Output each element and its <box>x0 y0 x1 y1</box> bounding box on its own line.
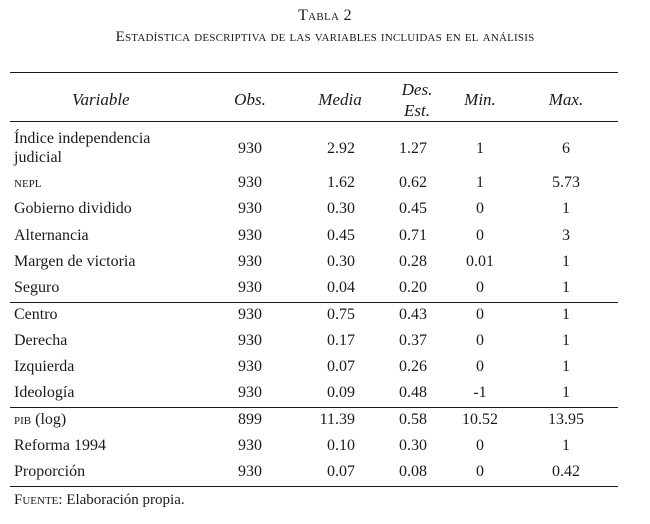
cell-min: 10.52 <box>462 411 498 428</box>
table-row <box>0 411 650 435</box>
cell-media: 0.30 <box>327 253 355 270</box>
table-row <box>0 437 650 461</box>
cell-des: 0.28 <box>399 253 427 270</box>
cell-des: 0.71 <box>399 227 427 244</box>
cell-des: 0.20 <box>399 279 427 296</box>
cell-max: 1 <box>562 279 570 296</box>
table-row <box>0 306 650 330</box>
cell-obs: 930 <box>238 279 262 296</box>
cell-min: 0 <box>476 332 484 349</box>
cell-des: 0.62 <box>399 174 427 191</box>
cell-des: 0.08 <box>399 463 427 480</box>
cell-max: 1 <box>562 437 570 454</box>
header-variable: Variable <box>72 90 130 109</box>
cell-obs: 930 <box>238 437 262 454</box>
bottom-rule <box>10 486 618 487</box>
cell-obs: 930 <box>238 358 262 375</box>
table-row <box>0 227 650 251</box>
cell-obs: 930 <box>238 140 262 157</box>
cell-media: 0.09 <box>327 384 355 401</box>
cell-max: 1 <box>562 253 570 270</box>
cell-obs: 930 <box>238 200 262 217</box>
cell-variable: Proporción <box>14 463 86 480</box>
table-row <box>0 253 650 277</box>
source-label: Fuente: <box>14 492 63 508</box>
cell-min: 0 <box>476 463 484 480</box>
table-row <box>0 384 650 408</box>
cell-variable: Centro <box>14 306 58 323</box>
table-row <box>0 279 650 303</box>
cell-des: 0.48 <box>399 384 427 401</box>
cell-des: 0.26 <box>399 358 427 375</box>
cell-des: 0.58 <box>399 411 427 428</box>
cell-obs: 930 <box>238 384 262 401</box>
header-media: Media <box>318 90 362 109</box>
cell-variable <box>14 129 150 167</box>
cell-variable: Reforma 1994 <box>14 437 106 454</box>
header-obs: Obs. <box>234 90 266 109</box>
top-rule <box>10 72 618 73</box>
cell-media: 11.39 <box>319 411 355 428</box>
cell-media: 0.75 <box>327 306 355 323</box>
cell-max: 13.95 <box>548 411 584 428</box>
cell-obs: 899 <box>238 411 262 428</box>
cell-min: 0 <box>476 279 484 296</box>
cell-min: 0 <box>476 358 484 375</box>
table-row <box>0 332 650 356</box>
cell-min: 0 <box>476 200 484 217</box>
cell-variable: Ideología <box>14 384 75 401</box>
cell-min: -1 <box>473 384 487 401</box>
cell-media: 1.62 <box>327 174 355 191</box>
cell-obs: 930 <box>238 253 262 270</box>
cell-media: 0.45 <box>327 227 355 244</box>
header-des-line2: Est. <box>404 101 430 120</box>
cell-variable: Izquierda <box>14 358 75 375</box>
source-text: Elaboración propia. <box>62 492 185 508</box>
cell-min: 0 <box>476 437 484 454</box>
cell-variable: Derecha <box>14 332 68 349</box>
table-row <box>0 129 650 169</box>
cell-min: 0 <box>476 227 484 244</box>
cell-variable: nepl <box>14 174 42 191</box>
table-row <box>0 200 650 224</box>
group-rule <box>10 302 618 303</box>
cell-max: 6 <box>562 140 570 157</box>
cell-media: 0.07 <box>327 358 355 375</box>
cell-media: 0.17 <box>327 332 355 349</box>
cell-media: 0.30 <box>327 200 355 217</box>
cell-variable: Alternancia <box>14 227 89 244</box>
cell-max: 1 <box>562 200 570 217</box>
cell-obs: 930 <box>238 463 262 480</box>
cell-media: 0.04 <box>327 279 355 296</box>
cell-media: 2.92 <box>327 140 355 157</box>
cell-max: 5.73 <box>552 174 580 191</box>
cell-media: 0.07 <box>327 463 355 480</box>
cell-variable-sc: pib <box>14 411 32 428</box>
cell-max: 1 <box>562 332 570 349</box>
header-des-line1: Des. <box>401 80 433 99</box>
cell-variable-rest: (log) <box>31 411 67 428</box>
cell-max: 0.42 <box>552 463 580 480</box>
cell-des: 0.30 <box>399 437 427 454</box>
cell-des: 1.27 <box>399 140 427 157</box>
cell-obs: 930 <box>238 227 262 244</box>
group-rule <box>10 407 618 408</box>
header-des-est <box>393 79 441 121</box>
table-row <box>0 174 650 198</box>
cell-des: 0.45 <box>399 200 427 217</box>
cell-media: 0.10 <box>327 437 355 454</box>
table-row <box>0 358 650 382</box>
cell-des: 0.37 <box>399 332 427 349</box>
cell-min: 1 <box>476 140 484 157</box>
cell-min: 1 <box>476 174 484 191</box>
cell-variable <box>14 411 66 429</box>
cell-obs: 930 <box>238 332 262 349</box>
cell-obs: 930 <box>238 174 262 191</box>
table-row <box>0 463 650 487</box>
cell-des: 0.43 <box>399 306 427 323</box>
cell-min: 0 <box>476 306 484 323</box>
cell-max: 1 <box>562 384 570 401</box>
cell-min: 0.01 <box>466 253 494 270</box>
cell-variable: Seguro <box>14 279 60 296</box>
table-source-note <box>14 492 185 509</box>
cell-max: 1 <box>562 358 570 375</box>
header-min: Min. <box>464 90 496 109</box>
cell-variable-line1: Índice independencia <box>14 130 151 147</box>
header-max: Max. <box>548 90 584 109</box>
table-title: Tabla 2 <box>298 7 352 24</box>
cell-max: 1 <box>562 306 570 323</box>
cell-variable: Gobierno dividido <box>14 200 132 217</box>
cell-variable-line2: judicial <box>14 149 62 166</box>
header-rule <box>10 121 618 122</box>
cell-variable: Margen de victoria <box>14 253 136 270</box>
table-subtitle: Estadística descriptiva de las variables incluidas en el análisis <box>115 29 535 45</box>
cell-max: 3 <box>562 227 570 244</box>
cell-obs: 930 <box>238 306 262 323</box>
